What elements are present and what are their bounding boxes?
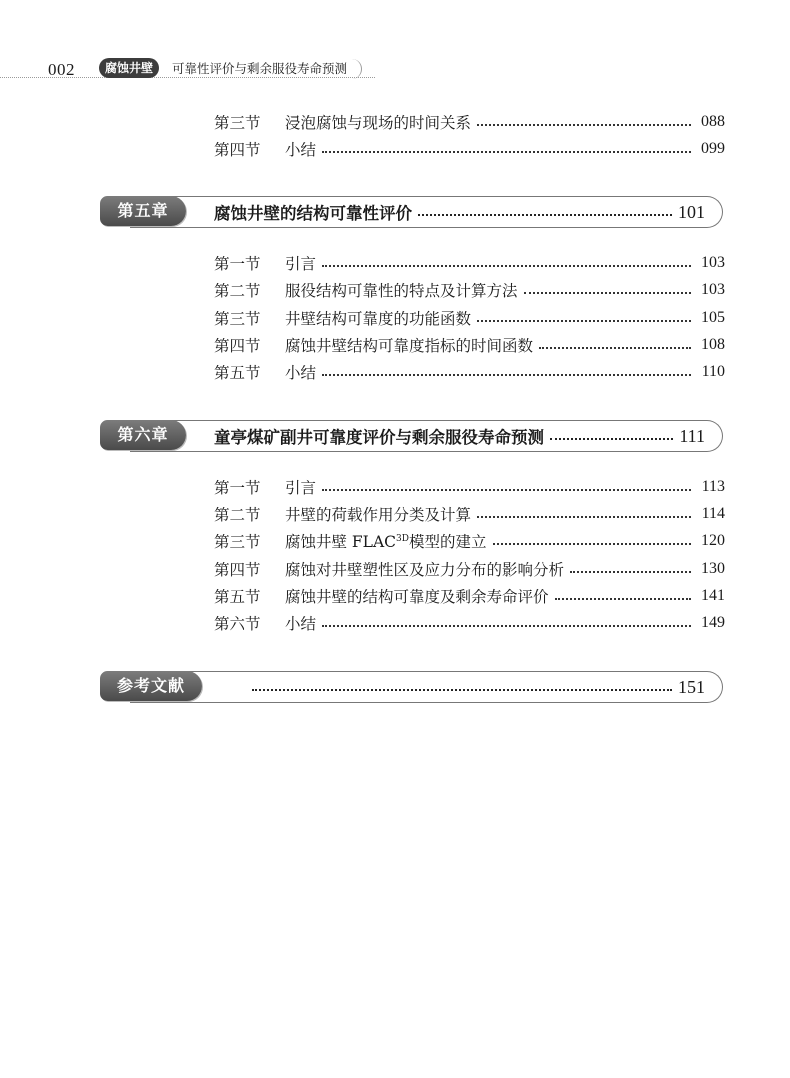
- chapter-title: 童亭煤矿副井可靠度评价与剩余服役寿命预测: [214, 428, 544, 447]
- section-title: 腐蚀井壁结构可靠度指标的时间函数: [285, 337, 534, 355]
- section-number: 第三节: [214, 533, 261, 551]
- section-title: 井壁的荷载作用分类及计算: [285, 506, 472, 524]
- section-title: 引言: [285, 479, 317, 497]
- section-number: 第四节: [214, 141, 261, 159]
- references-heading[interactable]: [100, 670, 723, 704]
- dot-leader: [322, 265, 691, 267]
- section-title: 腐蚀对井壁塑性区及应力分布的影响分析: [285, 561, 565, 579]
- page-ref: 088: [701, 113, 725, 130]
- section-title: 小结: [285, 615, 317, 633]
- toc-entry[interactable]: [214, 529, 725, 553]
- dot-leader: [322, 489, 691, 491]
- section-number: 第五节: [214, 364, 261, 382]
- toc-entry[interactable]: [214, 475, 725, 499]
- dot-leader: [555, 598, 691, 600]
- section-number: 第四节: [214, 561, 261, 579]
- page-ref: 113: [701, 478, 725, 495]
- toc-entry[interactable]: [214, 137, 725, 161]
- page-ref: 105: [701, 309, 725, 326]
- section-title-tail: 模型的建立: [408, 533, 487, 551]
- dot-leader: [493, 543, 692, 545]
- page-ref: 114: [701, 505, 725, 522]
- dot-leader: [322, 374, 691, 376]
- dot-leader: [539, 347, 691, 349]
- chapter-heading[interactable]: [100, 419, 723, 453]
- section-title: 引言: [285, 255, 317, 273]
- toc-entry[interactable]: [214, 306, 725, 330]
- dot-leader: [252, 689, 672, 691]
- section-title: 井壁结构可靠度的功能函数: [285, 310, 472, 328]
- chapter-heading[interactable]: [100, 195, 723, 229]
- dot-leader: [477, 516, 691, 518]
- page-ref: 110: [701, 363, 725, 380]
- section-title: 浸泡腐蚀与现场的时间关系: [285, 114, 472, 132]
- dot-leader: [322, 625, 691, 627]
- dot-leader: [477, 124, 691, 126]
- dot-leader: [524, 292, 691, 294]
- section-title: 腐蚀井壁的结构可靠度及剩余寿命评价: [285, 588, 549, 606]
- toc-entry[interactable]: [214, 557, 725, 581]
- section-number: 第一节: [214, 479, 261, 497]
- section-title: 服役结构可靠性的特点及计算方法: [285, 282, 518, 300]
- page-number: 002: [48, 60, 75, 79]
- section-number: 第五节: [214, 588, 261, 606]
- page-ref: 130: [701, 560, 725, 577]
- section-number: 第四节: [214, 337, 261, 355]
- section-title: 小结: [285, 141, 317, 159]
- section-title: [285, 530, 487, 552]
- chapter-body: [246, 670, 705, 704]
- section-number: 第二节: [214, 506, 261, 524]
- section-number: 第六节: [214, 615, 261, 633]
- running-header: [0, 52, 790, 82]
- section-title-main: 腐蚀井壁 FLAC: [285, 533, 397, 551]
- page-ref: 108: [701, 336, 725, 353]
- chapter-body: [214, 419, 705, 453]
- running-title: 可靠性评价与剩余服役寿命预测: [170, 59, 362, 79]
- section-number: 第三节: [214, 310, 261, 328]
- dot-leader: [477, 320, 691, 322]
- series-badge: 腐蚀井壁: [99, 58, 159, 78]
- chapter-body: [214, 195, 705, 229]
- dot-leader: [322, 151, 691, 153]
- toc-entry[interactable]: [214, 251, 725, 275]
- dot-leader: [550, 438, 673, 440]
- section-number: 第一节: [214, 255, 261, 273]
- toc-entry[interactable]: [214, 333, 725, 357]
- section-number: 第三节: [214, 114, 261, 132]
- page-ref: 103: [701, 281, 725, 298]
- toc-entry[interactable]: [214, 584, 725, 608]
- section-title-superscript: 3D: [396, 533, 409, 544]
- toc-entry[interactable]: [214, 502, 725, 526]
- references-page-ref: 151: [678, 676, 705, 697]
- page-ref: 099: [701, 140, 725, 157]
- page-ref: 120: [701, 532, 725, 549]
- page-ref: 149: [701, 614, 725, 631]
- toc-entry[interactable]: [214, 278, 725, 302]
- references-badge: 参考文献: [100, 671, 202, 701]
- section-title: 小结: [285, 364, 317, 382]
- toc-entry[interactable]: [214, 611, 725, 635]
- dot-leader: [570, 571, 691, 573]
- chapter-page-ref: 111: [679, 425, 705, 446]
- toc-entry[interactable]: [214, 110, 725, 134]
- page-ref: 103: [701, 254, 725, 271]
- chapter-badge: 第五章: [100, 196, 186, 226]
- chapter-page-ref: 101: [678, 201, 705, 222]
- page-ref: 141: [701, 587, 725, 604]
- dot-leader: [418, 214, 672, 216]
- chapter-badge: 第六章: [100, 420, 186, 450]
- chapter-title: 腐蚀井壁的结构可靠性评价: [214, 204, 412, 223]
- toc-entry[interactable]: [214, 360, 725, 384]
- section-number: 第二节: [214, 282, 261, 300]
